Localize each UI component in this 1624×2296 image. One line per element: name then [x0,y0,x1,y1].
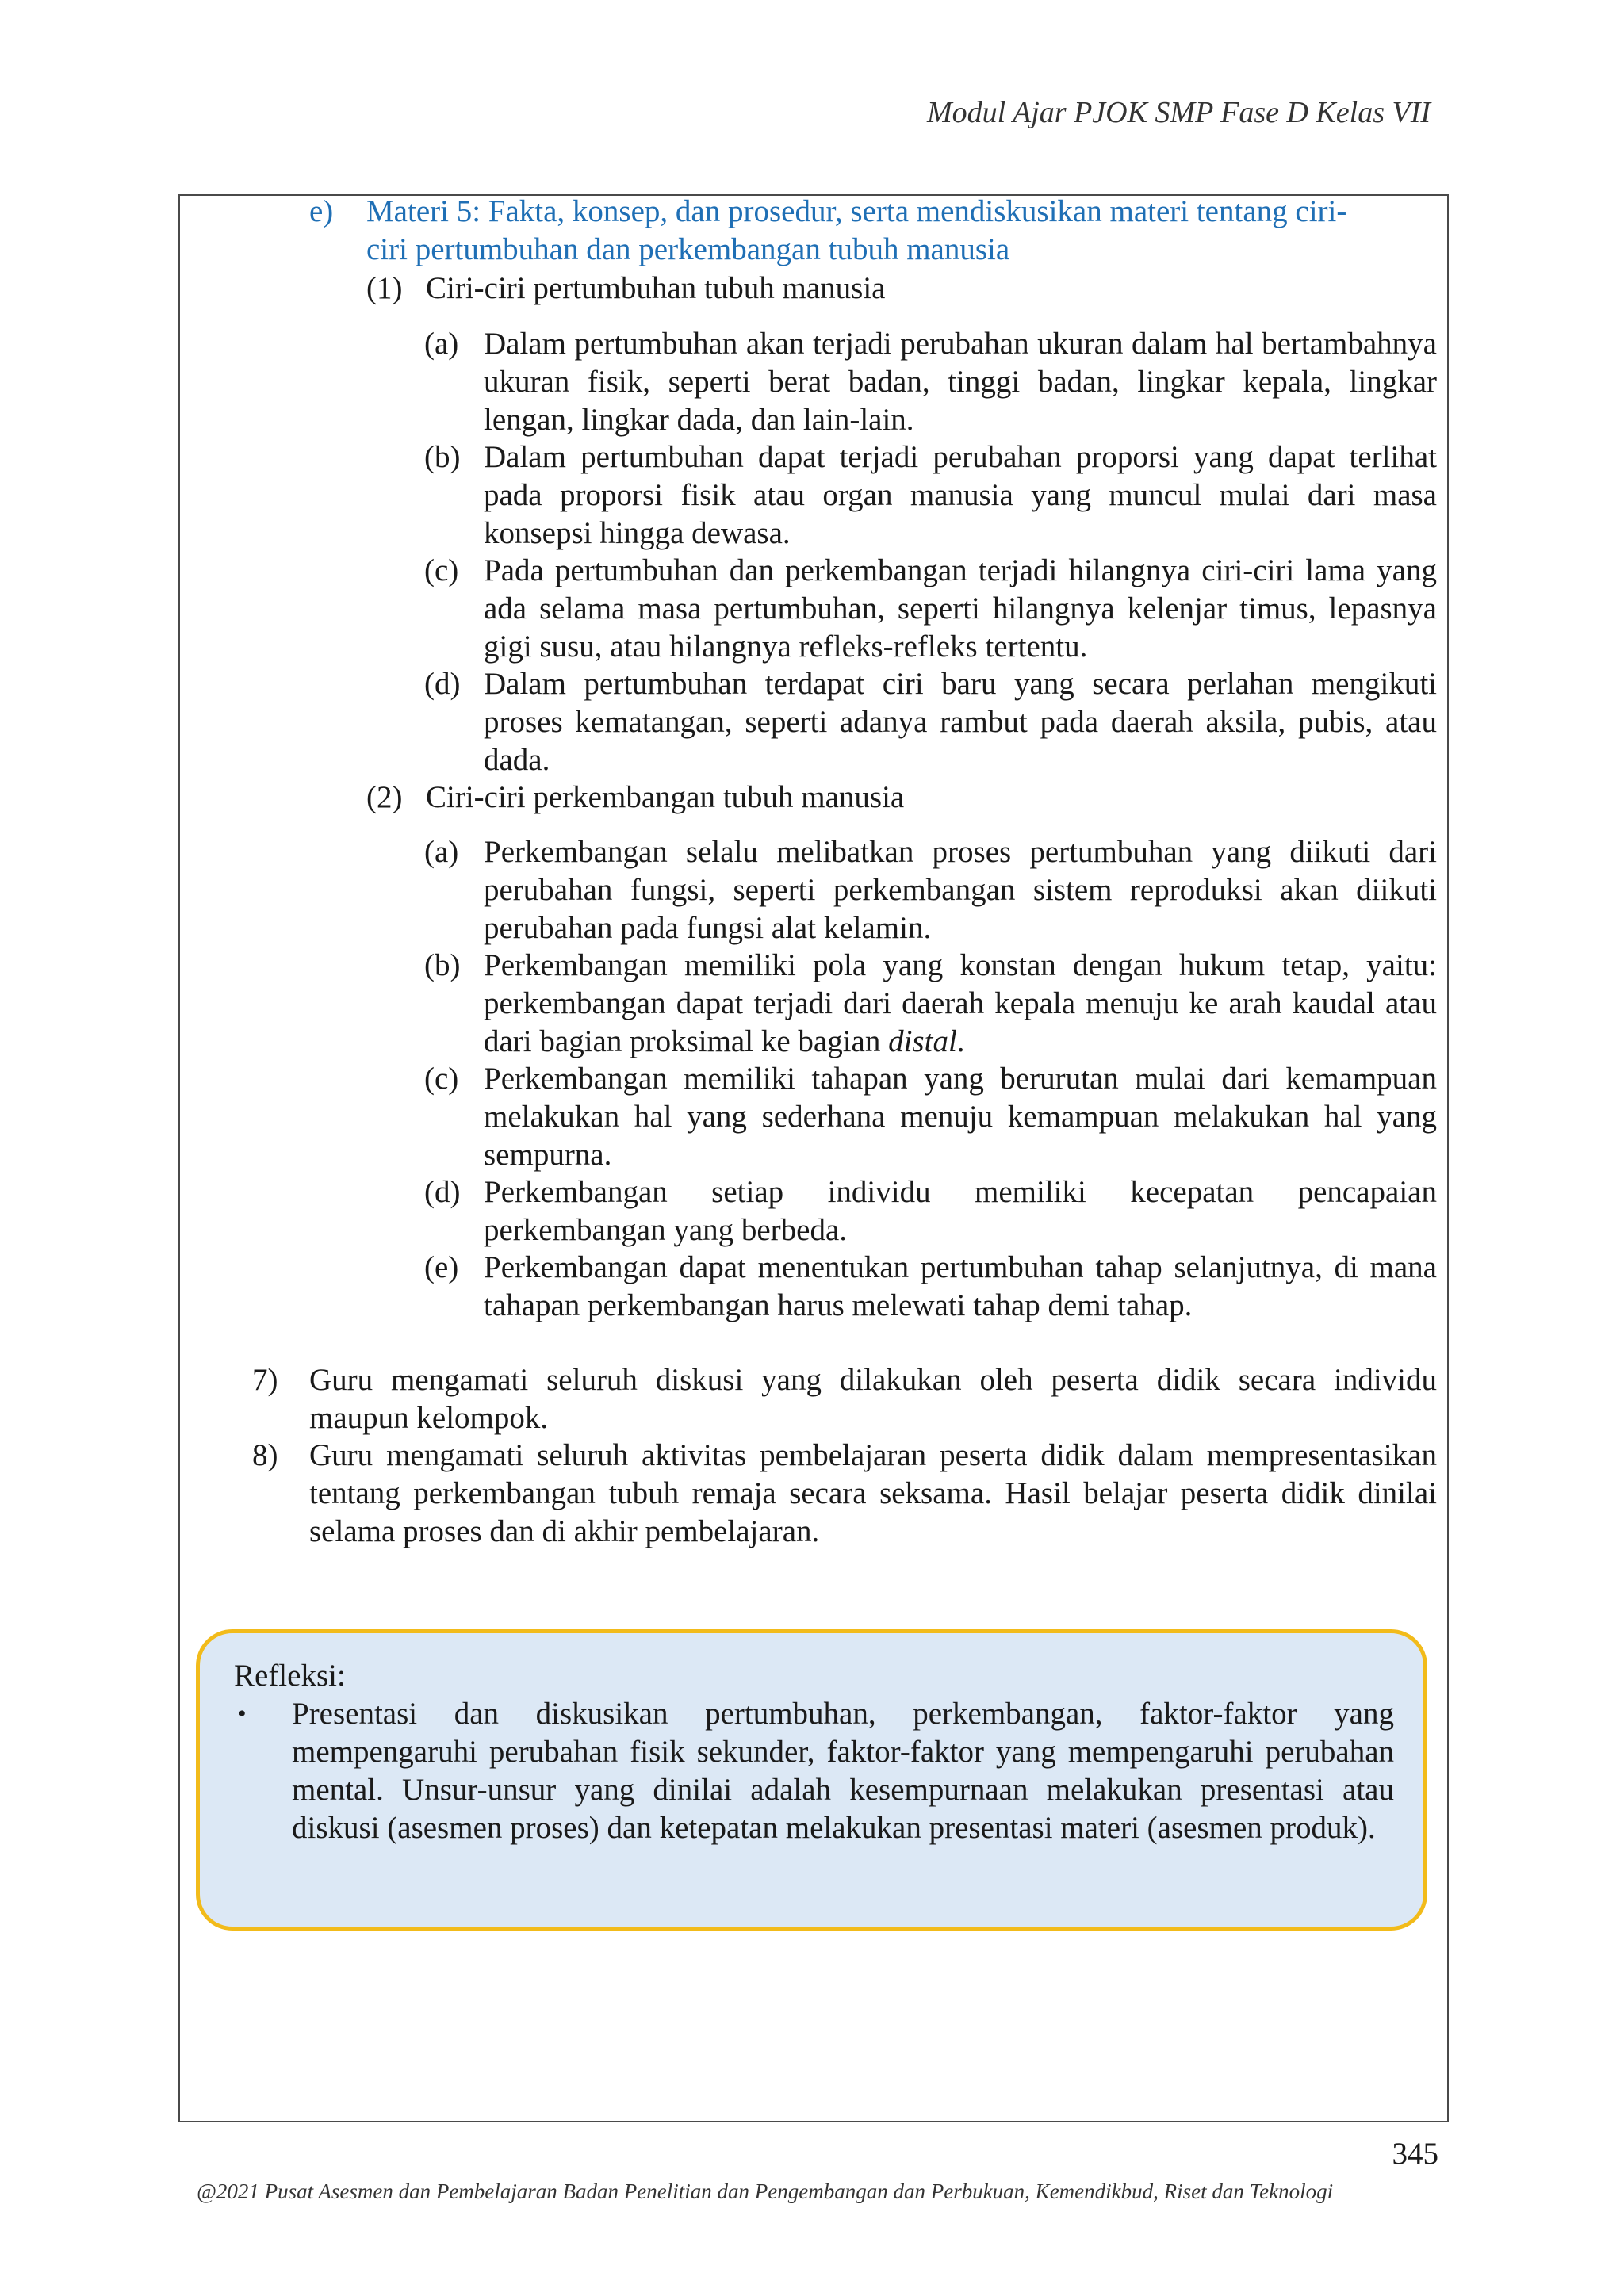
step-text: Guru mengamati seluruh diskusi yang dilakukan oleh peserta didik secara individu maupun kelompok. [309,1363,1437,1435]
reflection-text: Presentasi dan diskusikan pertumbuhan, perkembangan, faktor-faktor yang mempengaruhi perubahan fisik sekunder, faktor-faktor yang mempengaruhi perubahan mental. Unsur-unsur yang dinilai adalah kesempurnaan melakukan presentasi atau diskusi (asesmen proses) dan ketepatan melakukan presentasi materi (asesmen produk). [292,1697,1394,1845]
development-heading: Ciri-ciri perkembangan tubuh manusia [426,780,905,814]
growth-item-marker: (c) [424,553,459,587]
growth-item-text: Dalam pertumbuhan akan terjadi perubahan ukuran dalam hal bertambahnya ukuran fisik, seperti berat badan, tinggi badan, lingkar kepala, lingkar lengan, lingkar dada, dan lain-lain. [484,327,1437,437]
development-item-text: Perkembangan dapat menentukan pertumbuhan tahap selanjutnya, di mana tahapan perkembangan harus melewati tahap demi tahap. [484,1250,1437,1322]
growth-item-marker: (b) [424,440,461,474]
footer-copyright: @2021 Pusat Asesmen dan Pembelajaran Badan Penelitian dan Pengembangan dan Perbukuan, Kemendikbud, Riset dan Teknologi [197,2179,1334,2203]
materi-title-line-2: ciri pertumbuhan dan perkembangan tubuh manusia [366,232,1010,266]
module-title: Modul Ajar PJOK SMP Fase D Kelas VII [926,96,1431,129]
development-item-marker: (c) [424,1062,459,1096]
development-item-marker: (b) [424,948,461,982]
step-marker: 8) [252,1438,278,1472]
bullet-icon: • [238,1701,247,1727]
step-marker: 7) [252,1363,278,1397]
step-text: Guru mengamati seluruh aktivitas pembelajaran peserta didik dalam mempresentasikan tentang perkembangan tubuh remaja secara seksama. Hasil belajar peserta didik dinilai selama proses dan di akhir pembelajaran. [309,1438,1437,1548]
development-item-marker: (d) [424,1175,461,1209]
materi-title-line-1: Materi 5: Fakta, konsep, dan prosedur, serta mendiskusikan materi tentang ciri- [366,194,1347,228]
development-item-text [484,947,1437,1061]
growth-item-marker: (a) [424,327,459,361]
development-marker: (2) [366,780,403,814]
development-item-text-end: . [956,1024,965,1058]
development-item-text: Perkembangan memiliki tahapan yang berurutan mulai dari kemampuan melakukan hal yang sederhana menuju kemampuan melakukan hal yang sempurna. [484,1062,1437,1172]
growth-item-text: Pada pertumbuhan dan perkembangan terjadi hilangnya ciri-ciri lama yang ada selama masa pertumbuhan, seperti hilangnya kelenjar timus, lepasnya gigi susu, atau hilangnya refleks-refleks tertentu. [484,553,1437,664]
development-item-text: Perkembangan setiap individu memiliki kecepatan pencapaian perkembangan yang berbeda. [484,1175,1437,1247]
development-item-text: Perkembangan selalu melibatkan proses pertumbuhan yang diikuti dari perubahan fungsi, seperti perkembangan sistem reproduksi akan diikuti perubahan pada fungsi alat kelamin. [484,835,1437,945]
page-number: 345 [1392,2137,1438,2171]
materi-marker: e) [309,194,334,228]
growth-marker: (1) [366,271,403,305]
growth-item-text: Dalam pertumbuhan terdapat ciri baru yang secara perlahan mengikuti proses kematangan, seperti adanya rambut pada daerah aksila, pubis, atau dada. [484,667,1437,777]
distal-term: distal [888,1024,957,1058]
development-item-text-main: Perkembangan memiliki pola yang konstan dengan hukum tetap, yaitu: perkembangan dapat terjadi dari daerah kepala menuju ke arah kaudal atau dari bagian proksimal ke bagian [484,948,1437,1058]
growth-heading: Ciri-ciri pertumbuhan tubuh manusia [426,271,886,305]
reflection-title: Refleksi: [234,1659,346,1693]
growth-item-marker: (d) [424,667,461,701]
development-item-marker: (a) [424,835,459,869]
development-item-marker: (e) [424,1250,459,1284]
growth-item-text: Dalam pertumbuhan dapat terjadi perubahan proporsi yang dapat terlihat pada proporsi fisik atau organ manusia yang muncul mulai dari masa konsepsi hingga dewasa. [484,440,1437,550]
